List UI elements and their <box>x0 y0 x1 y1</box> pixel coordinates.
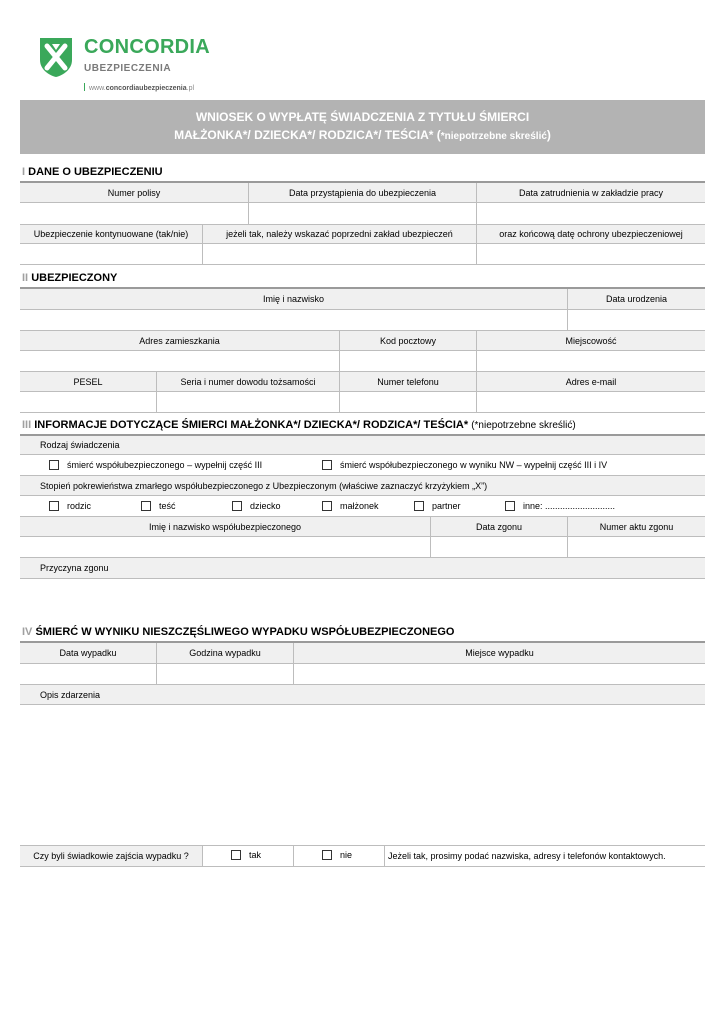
form-title-line1: WNIOSEK O WYPŁATĘ ŚWIADCZENIA Z TYTUŁU ŚMIERCI <box>195 110 530 124</box>
logo-name: CONCORDIA <box>84 36 211 58</box>
col-policy-number: Numer polisy <box>20 183 249 202</box>
relation-parent-checkbox[interactable] <box>49 501 59 511</box>
col-email: Adres e-mail <box>477 372 705 391</box>
id-number-field[interactable] <box>157 392 340 412</box>
benefit-option-accident[interactable]: śmierć współubezpieczonego w wyniku NW – wypełnij część III i IV <box>322 460 607 470</box>
col-employment-date: Data zatrudnienia w zakładzie pracy <box>477 183 705 202</box>
company-logo <box>38 36 228 98</box>
col-continued: Ubezpieczenie kontynuowane (tak/nie) <box>20 225 203 243</box>
col-death-date: Data zgonu <box>431 517 568 536</box>
col-phone: Numer telefonu <box>340 372 477 391</box>
email-field[interactable] <box>477 392 705 412</box>
postcode-field[interactable] <box>340 351 477 371</box>
col-end-date: oraz końcową datę ochrony ubezpieczeniowej <box>477 225 705 243</box>
col-birth-date: Data urodzenia <box>568 289 705 309</box>
section-4-heading: IV ŚMIERĆ W WYNIKU NIESZCZĘŚLIWEGO WYPADKU WSPÓŁUBEZPIECZONEGO <box>22 626 455 638</box>
continued-field[interactable] <box>20 244 203 264</box>
relation-option-parent[interactable]: rodzic <box>49 501 91 511</box>
col-join-date: Data przystąpienia do ubezpieczenia <box>249 183 477 202</box>
join-date-field[interactable] <box>249 203 477 224</box>
col-pesel: PESEL <box>20 372 157 391</box>
event-description-field[interactable] <box>20 705 705 845</box>
previous-insurer-field[interactable] <box>203 244 477 264</box>
form-title <box>20 100 705 154</box>
witnesses-yes-cell[interactable] <box>203 846 294 866</box>
witnesses-yes-option[interactable]: tak <box>231 850 261 860</box>
col-accident-date: Data wypadku <box>20 643 157 663</box>
col-insured-name: Imię i nazwisko <box>20 289 568 309</box>
witnesses-label: Czy byli świadkowie zajścia wypadku ? <box>20 846 203 866</box>
accident-time-field[interactable] <box>157 664 294 684</box>
city-field[interactable] <box>477 351 705 371</box>
relation-other-checkbox[interactable] <box>505 501 515 511</box>
witnesses-no-cell[interactable] <box>294 846 385 866</box>
section-3-heading: III INFORMACJE DOTYCZĄCE ŚMIERCI MAŁŻONKA*/ DZIECKA*/ RODZICA*/ TEŚCIA* (*niepotrzebne skreślić) <box>22 419 576 431</box>
accident-date-field[interactable] <box>20 664 157 684</box>
relation-label: Stopień pokrewieństwa zmarłego współubezpieczonego z Ubezpieczonym (właściwe zaznaczyć krzyżykiem „X”) <box>20 476 705 495</box>
insured-name-field[interactable] <box>20 310 568 330</box>
relation-spouse-checkbox[interactable] <box>322 501 332 511</box>
witnesses-no-option[interactable]: nie <box>322 850 352 860</box>
col-coinsured-name: Imię i nazwisko współubezpieczonego <box>20 517 431 536</box>
cause-of-death-label: Przyczyna zgonu <box>20 558 705 578</box>
witnesses-note: Jeżeli tak, prosimy podać nazwiska, adresy i telefonów kontaktowych. <box>388 851 666 861</box>
divider <box>20 495 705 496</box>
benefit-option-accident-checkbox[interactable] <box>322 460 332 470</box>
relation-option-other[interactable]: inne: ............................ <box>505 501 615 511</box>
form-title-line2: MAŁŻONKA*/ DZIECKA*/ RODZICA*/ TEŚCIA* (*niepotrzebne skreślić) <box>174 128 551 142</box>
col-previous-insurer: jeżeli tak, należy wskazać poprzedni zakład ubezpieczeń <box>203 225 477 243</box>
col-address: Adres zamieszkania <box>20 331 340 350</box>
event-description-label: Opis zdarzenia <box>20 685 705 704</box>
relation-child-checkbox[interactable] <box>232 501 242 511</box>
divider <box>20 412 705 413</box>
col-city: Miejscowość <box>477 331 705 350</box>
benefit-option-death-checkbox[interactable] <box>49 460 59 470</box>
witnesses-no-checkbox[interactable] <box>322 850 332 860</box>
address-field[interactable] <box>20 351 340 371</box>
end-date-field[interactable] <box>477 244 705 264</box>
relation-option-spouse[interactable]: małżonek <box>322 501 379 511</box>
accident-place-field[interactable] <box>294 664 705 684</box>
coinsured-name-field[interactable] <box>20 537 431 557</box>
logo-subtitle: UBEZPIECZENIA <box>84 63 172 74</box>
relation-option-child[interactable]: dziecko <box>232 501 281 511</box>
relation-option-partner[interactable]: partner <box>414 501 461 511</box>
death-date-field[interactable] <box>431 537 568 557</box>
pesel-field[interactable] <box>20 392 157 412</box>
phone-field[interactable] <box>340 392 477 412</box>
witnesses-yes-checkbox[interactable] <box>231 850 241 860</box>
section-2-heading: II UBEZPIECZONY <box>22 272 118 284</box>
benefit-type-label: Rodzaj świadczenia <box>20 436 705 454</box>
col-id-number: Seria i numer dowodu tożsamości <box>157 372 340 391</box>
col-accident-place: Miejsce wypadku <box>294 643 705 663</box>
relation-partner-checkbox[interactable] <box>414 501 424 511</box>
logo-url: www.concordiaubezpieczenia.pl <box>84 83 194 92</box>
birth-date-field[interactable] <box>568 310 705 330</box>
divider <box>20 454 705 455</box>
policy-number-field[interactable] <box>20 203 249 224</box>
divider <box>20 264 705 265</box>
employment-date-field[interactable] <box>477 203 705 224</box>
relation-parent-in-law-checkbox[interactable] <box>141 501 151 511</box>
section-1-heading: I DANE O UBEZPIECZENIU <box>22 166 163 178</box>
relation-option-parent-in-law[interactable]: teść <box>141 501 176 511</box>
death-certificate-field[interactable] <box>568 537 705 557</box>
cause-of-death-field[interactable] <box>20 579 705 619</box>
concordia-logo-icon <box>38 36 74 78</box>
benefit-option-death[interactable]: śmierć współubezpieczonego – wypełnij część III <box>49 460 262 470</box>
col-postcode: Kod pocztowy <box>340 331 477 350</box>
col-death-certificate: Numer aktu zgonu <box>568 517 705 536</box>
divider <box>20 866 705 867</box>
col-accident-time: Godzina wypadku <box>157 643 294 663</box>
